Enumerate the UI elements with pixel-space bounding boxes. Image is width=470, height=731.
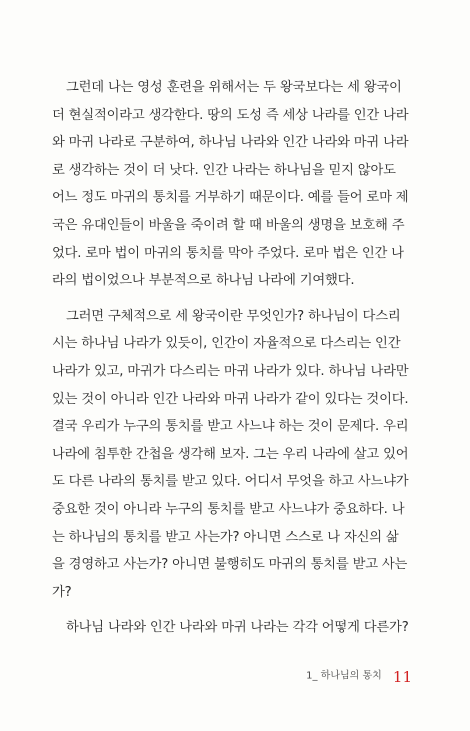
text-line: 더 현실적이라고 생각한다. 땅의 도성 즉 세상 나라를 인간 나라 [52,107,409,123]
text-line: 어느 정도 마귀의 통치를 거부하기 때문이다. 예를 들어 로마 제 [52,190,409,206]
text-line: 시는 하나님 나라가 있듯이, 인간이 자율적으로 다스리는 인간 [52,336,401,352]
text-line: 는 하나님의 통치를 받고 사는가? 아니면 스스로 나 자신의 삶 [52,529,399,545]
text-line: 결국 우리가 누구의 통치를 받고 사느냐 하는 것이 문제다. 우리 [52,419,409,435]
body-text [52,74,422,642]
text-line: 라의 법이었으나 부분적으로 하나님 나라에 기여했다. [52,273,355,289]
text-line: 와 마귀 나라로 구분하여, 하나님 나라와 인간 나라와 마귀 나라 [52,135,409,151]
paragraph-gap [52,606,422,614]
paragraph-3 [52,614,422,642]
chapter-title: 1_ 하나님의 통치 [306,670,382,682]
text-line: 도 다른 나라의 통치를 받고 있다. 어디서 무엇을 하고 사느냐가 [52,474,409,490]
paragraph-gap [52,295,422,303]
paragraph-2 [52,303,422,607]
page-number: 11 [392,667,412,686]
text-line: 있는 것이 아니라 인간 나라와 마귀 나라가 같이 있다는 것이다. [52,391,409,407]
text-line: 국은 유대인들이 바울을 죽이려 할 때 바울의 생명을 보호해 주 [52,217,405,233]
page-footer [306,666,412,686]
text-line: 었다. 로마 법이 마귀의 통치를 막아 주었다. 로마 법은 인간 나 [52,245,404,261]
text-line: 로 생각하는 것이 더 낫다. 인간 나라는 하나님을 믿지 않아도 [52,162,396,178]
paragraph-1 [52,74,422,295]
text-line: 가? [52,584,72,600]
text-line: 나라가 있고, 마귀가 다스리는 마귀 나라가 있다. 하나님 나라만 [52,363,409,379]
text-line: 을 경영하고 사는가? 아니면 불행히도 마귀의 통치를 받고 사는 [52,557,408,573]
text-line: 그런데 나는 영성 훈련을 위해서는 두 왕국보다는 세 왕국이 [66,80,402,95]
text-line: 중요한 것이 아니라 누구의 통치를 받고 사느냐가 중요하다. 나 [52,501,405,517]
text-line: 하나님 나라와 인간 나라와 마귀 나라는 각각 어떻게 다른가? [66,620,409,636]
text-line: 그러면 구체적으로 세 왕국이란 무엇인가? 하나님이 다스리 [66,308,401,324]
text-line: 나라에 침투한 간첩을 생각해 보자. 그는 우리 나라에 살고 있어 [52,446,409,462]
